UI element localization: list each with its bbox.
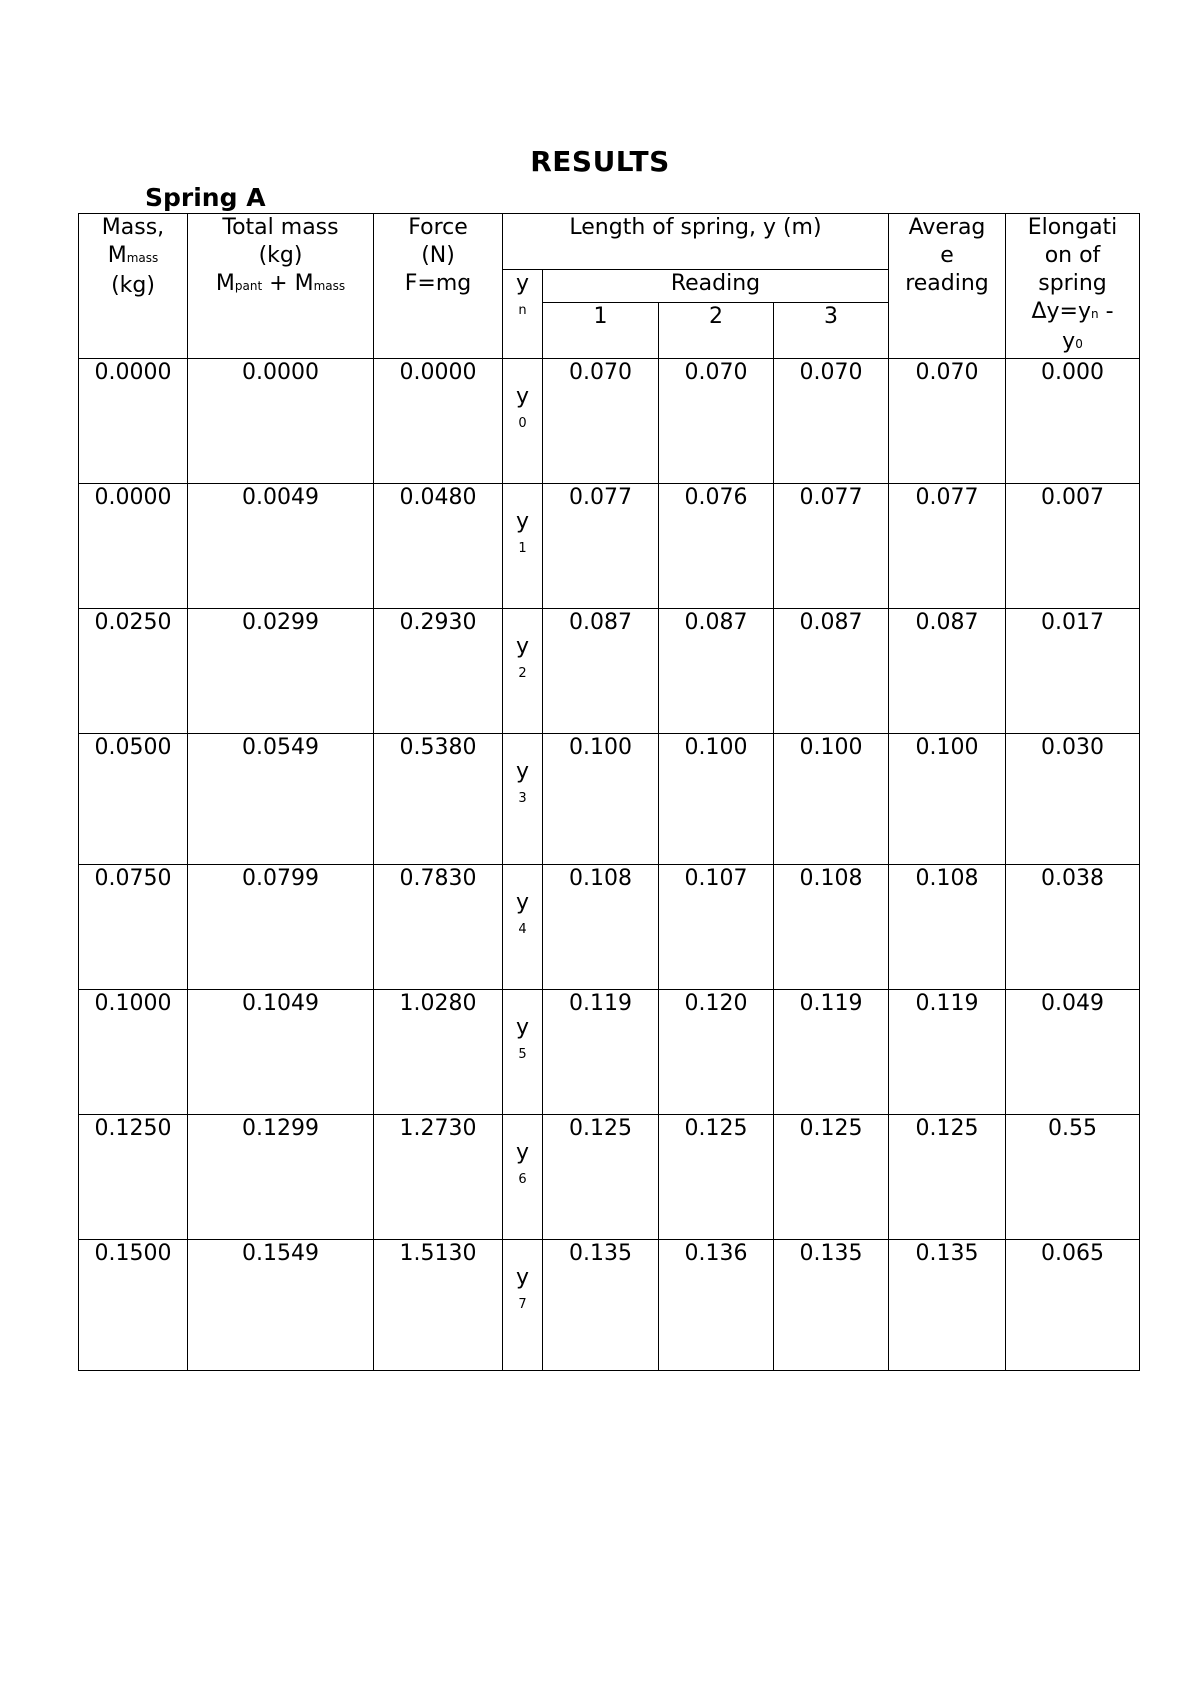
cell-total-mass: 0.1299 xyxy=(188,1115,374,1240)
header-mass: Mass, Mmass (kg) xyxy=(79,214,188,359)
cell-total-mass: 0.0799 xyxy=(188,865,374,990)
cell-reading-1: 0.108 xyxy=(543,865,659,990)
cell-mass: 0.1000 xyxy=(79,990,188,1115)
cell-elongation: 0.017 xyxy=(1006,609,1140,734)
header-reading-2: 2 xyxy=(659,303,774,359)
table-row xyxy=(79,359,1140,484)
cell-force: 0.0000 xyxy=(374,359,503,484)
cell-mass: 0.0000 xyxy=(79,484,188,609)
table-row xyxy=(79,1115,1140,1240)
results-table xyxy=(78,213,1140,1371)
cell-y-label: y 2 xyxy=(503,609,543,734)
cell-force: 1.0280 xyxy=(374,990,503,1115)
table-row xyxy=(79,1240,1140,1371)
cell-mass: 0.0500 xyxy=(79,734,188,865)
cell-force: 0.2930 xyxy=(374,609,503,734)
cell-total-mass: 0.0049 xyxy=(188,484,374,609)
table-row xyxy=(79,609,1140,734)
cell-reading-2: 0.100 xyxy=(659,734,774,865)
cell-reading-3: 0.087 xyxy=(774,609,889,734)
header-elongation: Elongati on of spring Δy=yn - y0 xyxy=(1006,214,1140,359)
cell-average: 0.077 xyxy=(889,484,1006,609)
cell-mass: 0.0000 xyxy=(79,359,188,484)
cell-total-mass: 0.0299 xyxy=(188,609,374,734)
table-row xyxy=(79,990,1140,1115)
cell-total-mass: 0.0549 xyxy=(188,734,374,865)
cell-reading-3: 0.125 xyxy=(774,1115,889,1240)
cell-reading-1: 0.070 xyxy=(543,359,659,484)
cell-y-label: y 5 xyxy=(503,990,543,1115)
cell-reading-2: 0.070 xyxy=(659,359,774,484)
cell-reading-3: 0.135 xyxy=(774,1240,889,1371)
header-length: Length of spring, y (m) xyxy=(503,214,889,270)
header-total-mass: Total mass (kg) Mpant + Mmass xyxy=(188,214,374,359)
table-row xyxy=(79,734,1140,865)
header-reading-3: 3 xyxy=(774,303,889,359)
cell-mass: 0.0250 xyxy=(79,609,188,734)
header-force: Force (N) F=mg xyxy=(374,214,503,359)
cell-y-label: y 4 xyxy=(503,865,543,990)
cell-total-mass: 0.0000 xyxy=(188,359,374,484)
cell-mass: 0.0750 xyxy=(79,865,188,990)
cell-reading-1: 0.087 xyxy=(543,609,659,734)
cell-elongation: 0.065 xyxy=(1006,1240,1140,1371)
cell-force: 1.5130 xyxy=(374,1240,503,1371)
cell-total-mass: 0.1049 xyxy=(188,990,374,1115)
table-row xyxy=(79,865,1140,990)
page-title: RESULTS xyxy=(530,145,670,178)
cell-reading-1: 0.119 xyxy=(543,990,659,1115)
cell-total-mass: 0.1549 xyxy=(188,1240,374,1371)
cell-elongation: 0.007 xyxy=(1006,484,1140,609)
cell-reading-2: 0.125 xyxy=(659,1115,774,1240)
cell-mass: 0.1500 xyxy=(79,1240,188,1371)
cell-reading-2: 0.107 xyxy=(659,865,774,990)
cell-elongation: 0.55 xyxy=(1006,1115,1140,1240)
table-subtitle: Spring A xyxy=(145,183,266,212)
cell-reading-3: 0.108 xyxy=(774,865,889,990)
cell-reading-3: 0.077 xyxy=(774,484,889,609)
cell-force: 0.0480 xyxy=(374,484,503,609)
cell-y-label: y 6 xyxy=(503,1115,543,1240)
cell-average: 0.108 xyxy=(889,865,1006,990)
header-average: Averag e reading xyxy=(889,214,1006,359)
cell-average: 0.119 xyxy=(889,990,1006,1115)
cell-force: 0.5380 xyxy=(374,734,503,865)
cell-average: 0.125 xyxy=(889,1115,1006,1240)
cell-reading-1: 0.077 xyxy=(543,484,659,609)
cell-force: 0.7830 xyxy=(374,865,503,990)
cell-y-label: y 0 xyxy=(503,359,543,484)
header-reading: Reading xyxy=(543,270,889,303)
cell-elongation: 0.038 xyxy=(1006,865,1140,990)
cell-reading-2: 0.087 xyxy=(659,609,774,734)
table-row xyxy=(79,484,1140,609)
cell-average: 0.070 xyxy=(889,359,1006,484)
cell-reading-2: 0.120 xyxy=(659,990,774,1115)
cell-reading-1: 0.135 xyxy=(543,1240,659,1371)
cell-y-label: y 1 xyxy=(503,484,543,609)
cell-force: 1.2730 xyxy=(374,1115,503,1240)
cell-reading-1: 0.100 xyxy=(543,734,659,865)
cell-reading-3: 0.119 xyxy=(774,990,889,1115)
header-reading-1: 1 xyxy=(543,303,659,359)
cell-average: 0.087 xyxy=(889,609,1006,734)
cell-reading-3: 0.100 xyxy=(774,734,889,865)
cell-elongation: 0.030 xyxy=(1006,734,1140,865)
header-yn: y n xyxy=(503,270,543,359)
cell-reading-2: 0.076 xyxy=(659,484,774,609)
cell-reading-3: 0.070 xyxy=(774,359,889,484)
cell-reading-2: 0.136 xyxy=(659,1240,774,1371)
cell-y-label: y 3 xyxy=(503,734,543,865)
cell-mass: 0.1250 xyxy=(79,1115,188,1240)
cell-y-label: y 7 xyxy=(503,1240,543,1371)
cell-elongation: 0.000 xyxy=(1006,359,1140,484)
cell-average: 0.100 xyxy=(889,734,1006,865)
cell-reading-1: 0.125 xyxy=(543,1115,659,1240)
cell-elongation: 0.049 xyxy=(1006,990,1140,1115)
cell-average: 0.135 xyxy=(889,1240,1006,1371)
